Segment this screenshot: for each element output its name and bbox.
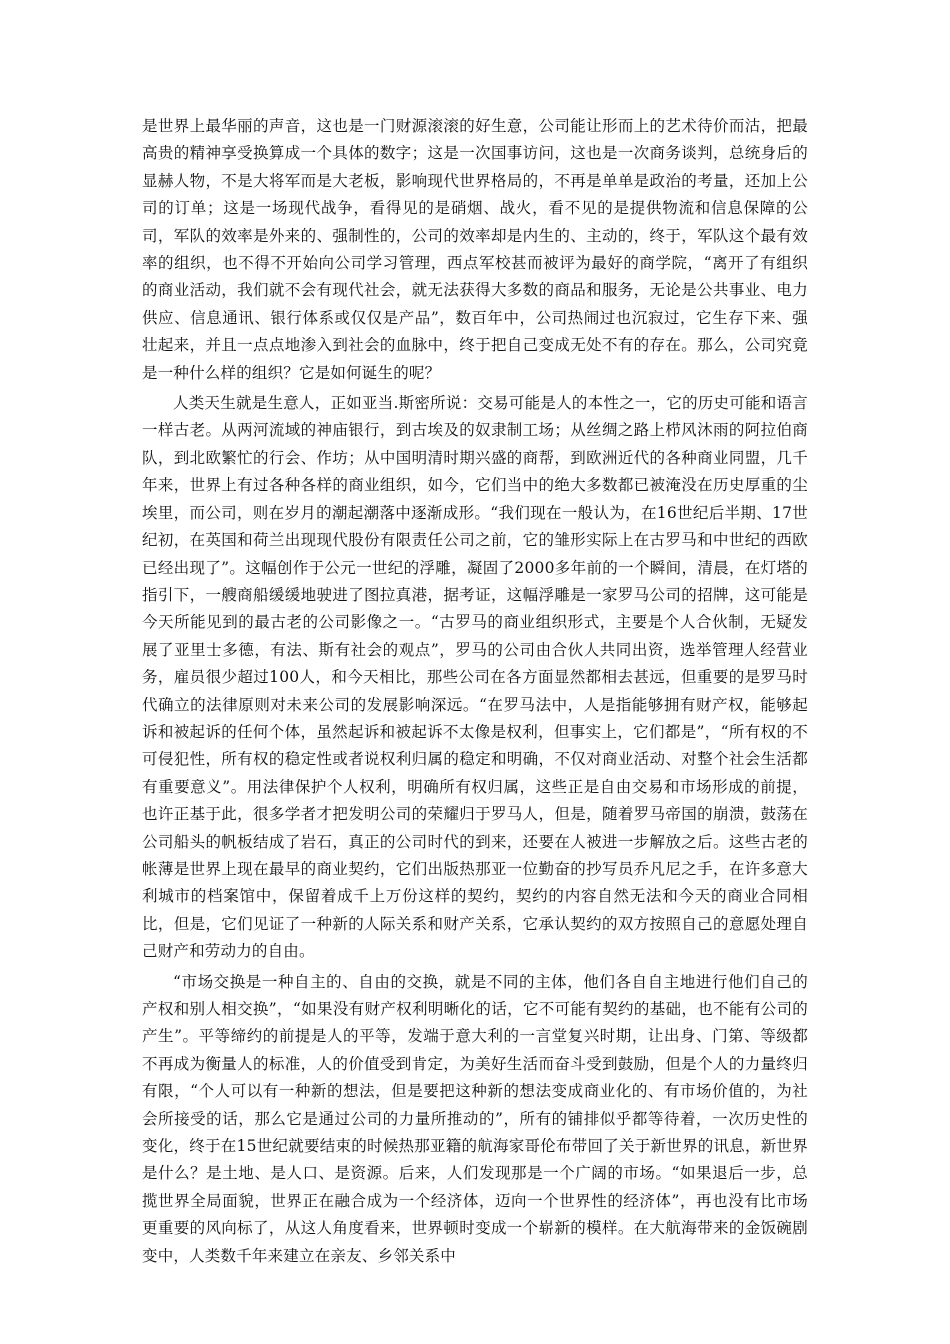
paragraph-3: “市场交换是一种自主的、自由的交换，就是不同的主体，他们各自自主地进行他们自己的产权和别人相交换”，“如果没有财产权利明晰化的话，它不可能有契约的基础，也不能有公司的产生”。平等缔约的前提是人的平等，发端于意大利的一言堂复兴时期，让出身、门第、等级都不再成为衡量人的标准，人的价值受到肯定，为美好生活而奋斗受到鼓励，但是个人的力量终归有限，“个人可以有一种新的想法，但是要把这种新的想法变成商业化的、有市场价值的，为社会所接受的话，那么它是通过公司的力量所推动的”，所有的铺排似乎都等待着，一次历史性的变化，终于在15世纪就要结束的时候热那亚籍的航海家哥伦布带回了关于新世界的讯息，新世界是什么？是土地、是人口、是资源。后来，人们发现那是一个广阔的市场。“如果退后一步，总揽世界全局面貌，世界正在融合成为一个经济体，迈向一个世界性的经济体”，再也没有比市场更重要的风向标了，从这人角度看来，世界顿时变成一个崭新的模样。在大航海带来的金饭碗剧变中，人类数千年来建立在亲友、乡邻关系中 [142,972,808,1265]
paragraph-1: 是世界上最华丽的声音，这也是一门财源滚滚的好生意，公司能让形而上的艺术待价而沽，把最高贵的精神享受换算成一个具体的数字；这是一次国事访问，这也是一次商务谈判，总统身后的显赫人物，不是大将军而是大老板，影响现代世界格局的，不再是单单是政治的考量，还加上公司的订单；这是一场现代战争，看得见的是硝烟、战火，看不见的是提供物流和信息保障的公司，军队的效率是外来的、强制性的，公司的效率却是内生的、主动的，终于，军队这个最有效率的组织，也不得不开始向公司学习管理，西点军校甚而被评为最好的商学院，“离开了有组织的商业活动，我们就不会有现代社会，就无法获得大多数的商品和服务，无论是公共事业、电力供应、信息通讯、银行体系或仅仅是产品”，数百年中，公司热闹过也沉寂过，它生存下来、强壮起来，并且一点点地渗入到社会的血脉中，终于把自己变成无处不有的存在。那么，公司究竟是一种什么样的组织？它是如何诞生的呢？ [142,117,808,382]
document-page [142,113,808,1270]
paragraph-2: 人类天生就是生意人，正如亚当.斯密所说：交易可能是人的本性之一，它的历史可能和语言一样古老。从两河流域的神庙银行，到古埃及的奴隶制工场；从丝绸之路上栉风沐雨的阿拉伯商队，到北欧繁忙的行会、作坊；从中国明清时期兴盛的商帮，到欧洲近代的各种商业同盟，几千年来，世界上有过各种各样的商业组织，如今，它们当中的绝大多数都已被淹没在历史厚重的尘埃里，而公司，则在岁月的潮起潮落中逐渐成形。“我们现在一般认为，在16世纪后半期、17世纪初，在英国和荷兰出现现代股份有限责任公司之前，它的雏形实际上在古罗马和中世纪的西欧已经出现了”。这幅创作于公元一世纪的浮雕，凝固了2000多年前的一个瞬间，清晨，在灯塔的指引下，一艘商船缓缓地驶进了图拉真港，据考证，这幅浮雕是一家罗马公司的招牌，这可能是今天所能见到的最古老的公司影像之一。“古罗马的商业组织形式，主要是个人合伙制，无疑发展了亚里士多德，有法、斯有社会的观点”，罗马的公司由合伙人共同出资，选举管理人经营业务，雇员很少超过100人，和今天相比，那些公司在各方面显然都相去甚远，但重要的是罗马时代确立的法律原则对未来公司的发展影响深远。“在罗马法中，人是指能够拥有财产权，能够起诉和被起诉的任何个体，虽然起诉和被起诉不太像是权利，但事实上，它们都是”，“所有权的不可侵犯性，所有权的稳定性或者说权利归属的稳定和明确，不仅对商业活动、对整个社会生活都有重要意义”。用法律保护个人权利，明确所有权归属，这些正是自由交易和市场形成的前提，也许正基于此，很多学者才把发明公司的荣耀归于罗马人，但是，随着罗马帝国的崩溃，鼓荡在公司船头的帆板结成了岩石，真正的公司时代的到来，还要在人被进一步解放之后。这些古老的帐薄是世界上现在最早的商业契约，它们出版热那亚一位勤奋的抄写员乔凡尼之手，在许多意大利城市的档案馆中，保留着成千上万份这样的契约，契约的内容自然无法和今天的商业合同相比，但是，它们见证了一种新的人际关系和财产关系，它承认契约的双方按照自己的意愿处理自己财产和劳动力的自由。 [142,394,808,961]
